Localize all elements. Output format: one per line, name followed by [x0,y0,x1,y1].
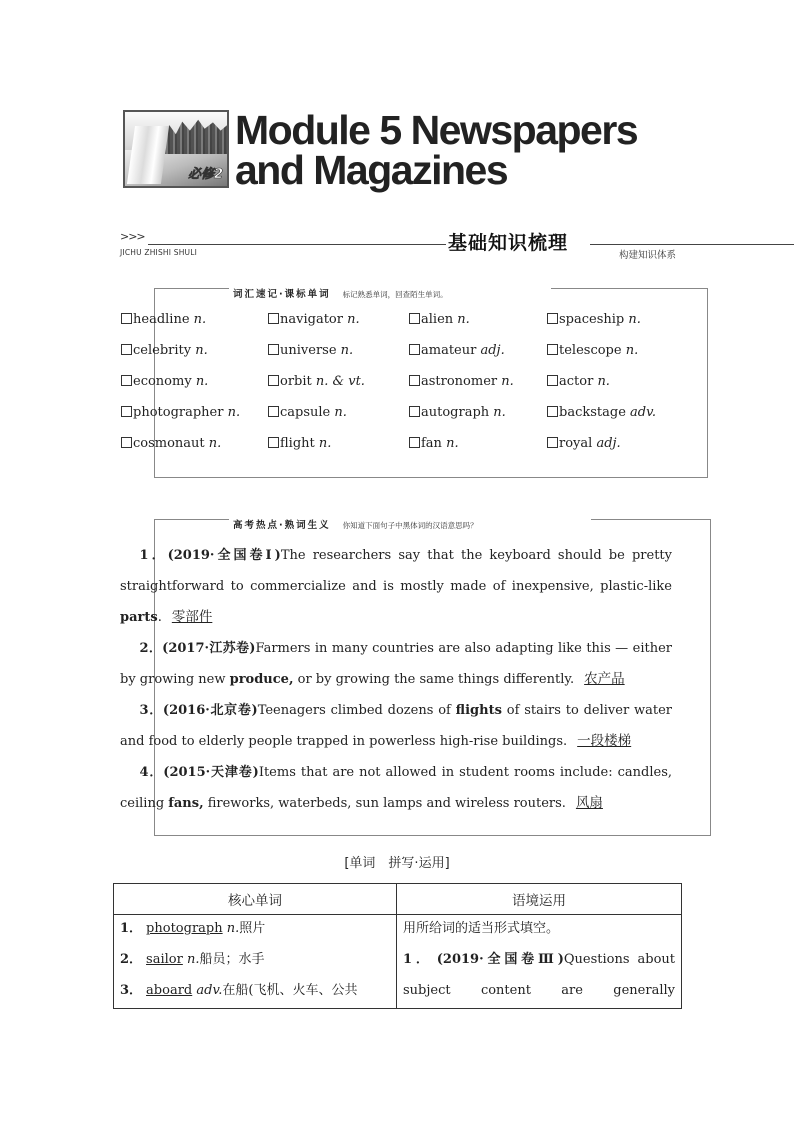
vocab-word: fan [421,436,442,451]
meaning-box-top-right [591,519,710,520]
vocab-item [547,405,656,420]
section-subtitle: 构建知识体系 [618,250,676,261]
vocab-item [268,343,353,358]
section-title: 基础知识梳理 [448,232,569,254]
context-instruction: 用所给词的适当形式填空。 [403,921,560,936]
checkbox-icon[interactable] [547,406,558,417]
vocab-item [547,343,638,358]
vocab-word: capsule [280,405,331,420]
vocab-item [409,312,470,327]
meaning-box-bottom [155,835,710,836]
context-line: subject content are generally [403,983,675,998]
item-source: (2017·江苏卷) [162,641,256,656]
meaning-box-top-left [155,519,229,520]
vocab-word: photographer [133,405,224,420]
vocab-word: celebrity [133,343,192,358]
checkbox-icon[interactable] [409,437,420,448]
vocab-item [547,312,641,327]
vocab-word: autograph [421,405,490,420]
vocab-word: amateur [421,343,477,358]
vocab-row [121,405,681,436]
vocab-word: headline [133,312,190,327]
col-header-core-words: 核心单词 [114,884,397,915]
item-answer: 一段楼梯 [577,733,632,749]
checkbox-icon[interactable] [121,344,132,355]
meaning-box-tip: 你知道下面句子中黑体词的汉语意思吗？ [342,521,478,530]
vocab-list [121,312,681,467]
vocab-pos: n. & vt. [315,374,365,389]
vocab-pos: n. [208,436,222,451]
vocab-item [268,436,331,451]
vocab-word: cosmonaut [133,436,205,451]
section-arrows: >>> [120,230,145,243]
vocab-item [409,374,514,389]
checkbox-icon[interactable] [409,344,420,355]
vocab-item [268,405,347,420]
vocab-box-header [233,282,448,301]
vocab-word: navigator [280,312,343,327]
module-title: Module 5 Newspapers and Magazines [235,107,638,193]
checkbox-icon[interactable] [121,406,132,417]
vocab-pos: n. [318,436,332,451]
vocab-pos: adv. [630,405,657,420]
vocab-word: universe [280,343,337,358]
vocab-pos: n. [597,374,610,389]
item-text-end: of stairs to deliver water and food to elderly people trapped in powerless high-rise buildings. [120,703,672,749]
checkbox-icon[interactable] [409,406,420,417]
vocab-item [121,312,206,327]
item-answer: 零部件 [171,609,213,625]
vocab-pos: n. [625,343,639,358]
vocab-item [121,374,208,389]
item-text: Farmers in many countries are also adapting like this — either by growing new [120,641,672,687]
item-number: 2． [139,641,163,656]
vocab-word: spaceship [559,312,625,327]
vocab-pos: adj. [480,343,505,358]
section-divider-right [590,244,794,245]
vocab-pos: n. [334,405,347,420]
checkbox-icon[interactable] [268,406,279,417]
vocab-box-top-left [155,288,229,289]
meaning-item [120,757,672,819]
spelling-heading: [单词 拼写·运用] [344,856,450,871]
vocab-pos: n. [227,405,241,420]
checkbox-icon[interactable] [268,375,279,386]
vocab-pos: n. [493,405,506,420]
section-divider-left [148,244,446,245]
word-meaning: 船员；水手 [199,952,265,967]
vocab-item [268,312,360,327]
item-number: 1． [139,548,168,563]
vocab-row [121,374,681,405]
item-source: (2016·北京卷) [162,703,258,718]
context-source: (2019·全国卷Ⅲ) [436,952,564,967]
item-text-end: fireworks, waterbeds, sun lamps and wireless routers. [203,796,566,811]
vocab-item [547,436,621,451]
checkbox-icon[interactable] [268,344,279,355]
item-text: The researchers say that the keyboard should be pretty straightforward to commercialize and is mostly made of inexpensive, plastic-like [120,548,672,594]
vocab-pos: adj. [596,436,621,451]
vocab-item [121,343,208,358]
item-text-end: or by growing the same things differently. [293,672,575,687]
word-meaning: 照片 [239,921,266,936]
meaning-box-heading: 高考热点·熟词生义 [233,520,331,531]
item-answer: 风扇 [575,795,603,811]
checkbox-icon[interactable] [409,375,420,386]
vocab-pos: n. [340,343,354,358]
item-number: 4． [139,765,164,780]
meaning-item [120,633,672,695]
vocab-item [409,436,459,451]
item-text-end: . [157,610,162,625]
vocab-pos: n. [195,374,209,389]
vocab-item [121,405,240,420]
item-source: (2019·全国卷Ⅰ) [167,548,281,563]
vocab-pos: n. [457,312,470,327]
vocab-box-top-right [551,288,707,289]
table-header-row [114,884,682,915]
item-text: Teenagers climbed dozens of [257,703,456,718]
vocab-item [121,436,221,451]
vocab-word: royal [559,436,593,451]
checkbox-icon[interactable] [547,375,558,386]
vocab-word: backstage [559,405,626,420]
section-pinyin: JICHU ZHISHI SHULI [120,248,198,257]
line-number: 3． [120,983,143,998]
line-number: 2． [120,952,143,967]
vocab-row [121,312,681,343]
context-line [403,946,675,977]
vocab-pos: n. [501,374,514,389]
col-header-context: 语境运用 [397,884,682,915]
checkbox-icon[interactable] [268,437,279,448]
item-keyword: fans, [168,796,204,811]
checkbox-icon[interactable] [547,313,558,324]
meaning-item [120,540,672,633]
banner-trees [163,118,227,154]
vocab-box-tip: 标记熟悉单词，回查陌生单词。 [342,290,448,299]
item-text: Items that are not allowed in student rooms include: candles, ceiling [120,765,673,811]
checkbox-icon[interactable] [121,375,132,386]
part-of-speech: adv. [196,983,223,998]
vocab-box-bottom [155,477,707,478]
vocab-item [409,405,506,420]
vocab-word: actor [559,374,594,389]
checkbox-icon[interactable] [547,437,558,448]
vocab-word: alien [421,312,454,327]
vocab-item [547,374,610,389]
context-cell [397,915,682,1009]
context-text: Questions about [563,952,675,967]
section-header [118,228,680,261]
checkbox-icon[interactable] [268,313,279,324]
item-answer: 农产品 [584,671,625,687]
word-meaning: 在船(飞机、火车、公共 [222,983,358,998]
module-banner-image [123,110,229,188]
meaning-item [120,695,672,757]
meaning-box-header [233,513,478,532]
core-word: aboard [146,983,193,998]
vocab-box-heading: 词汇速记·课标单词 [233,289,331,300]
vocab-row [121,343,681,374]
core-word: photograph [146,921,223,936]
item-keyword: parts [120,610,158,625]
core-word-line [120,915,390,946]
vocab-word: astronomer [421,374,498,389]
line-number: 1． [120,921,143,936]
checkbox-icon[interactable] [121,437,132,448]
vocab-row [121,436,681,467]
vocab-item [268,374,365,389]
vocab-item [409,343,505,358]
item-keyword: produce, [229,672,294,687]
vocab-word: economy [133,374,192,389]
vocab-word: orbit [280,374,312,389]
checkbox-icon[interactable] [121,313,132,324]
core-word: sailor [146,952,183,967]
checkbox-icon[interactable] [547,344,558,355]
table-row [114,915,682,1009]
part-of-speech: n. [226,921,240,936]
vocab-pos: n. [195,343,208,358]
checkbox-icon[interactable] [409,313,420,324]
core-word-line [120,977,390,1008]
core-word-line [120,946,390,977]
spelling-table [113,883,682,1009]
banner-badge: 必修2 [187,167,223,182]
part-of-speech: n. [186,952,200,967]
vocab-pos: n. [193,312,207,327]
line-number: 1． [403,952,433,967]
core-words-cell [114,915,397,1009]
vocab-pos: n. [446,436,459,451]
item-source: (2015·天津卷) [163,765,259,780]
vocab-word: flight [280,436,315,451]
item-number: 3． [139,703,163,718]
item-keyword: flights [455,703,502,718]
vocab-pos: n. [347,312,360,327]
vocab-pos: n. [628,312,641,327]
vocab-word: telescope [559,343,622,358]
